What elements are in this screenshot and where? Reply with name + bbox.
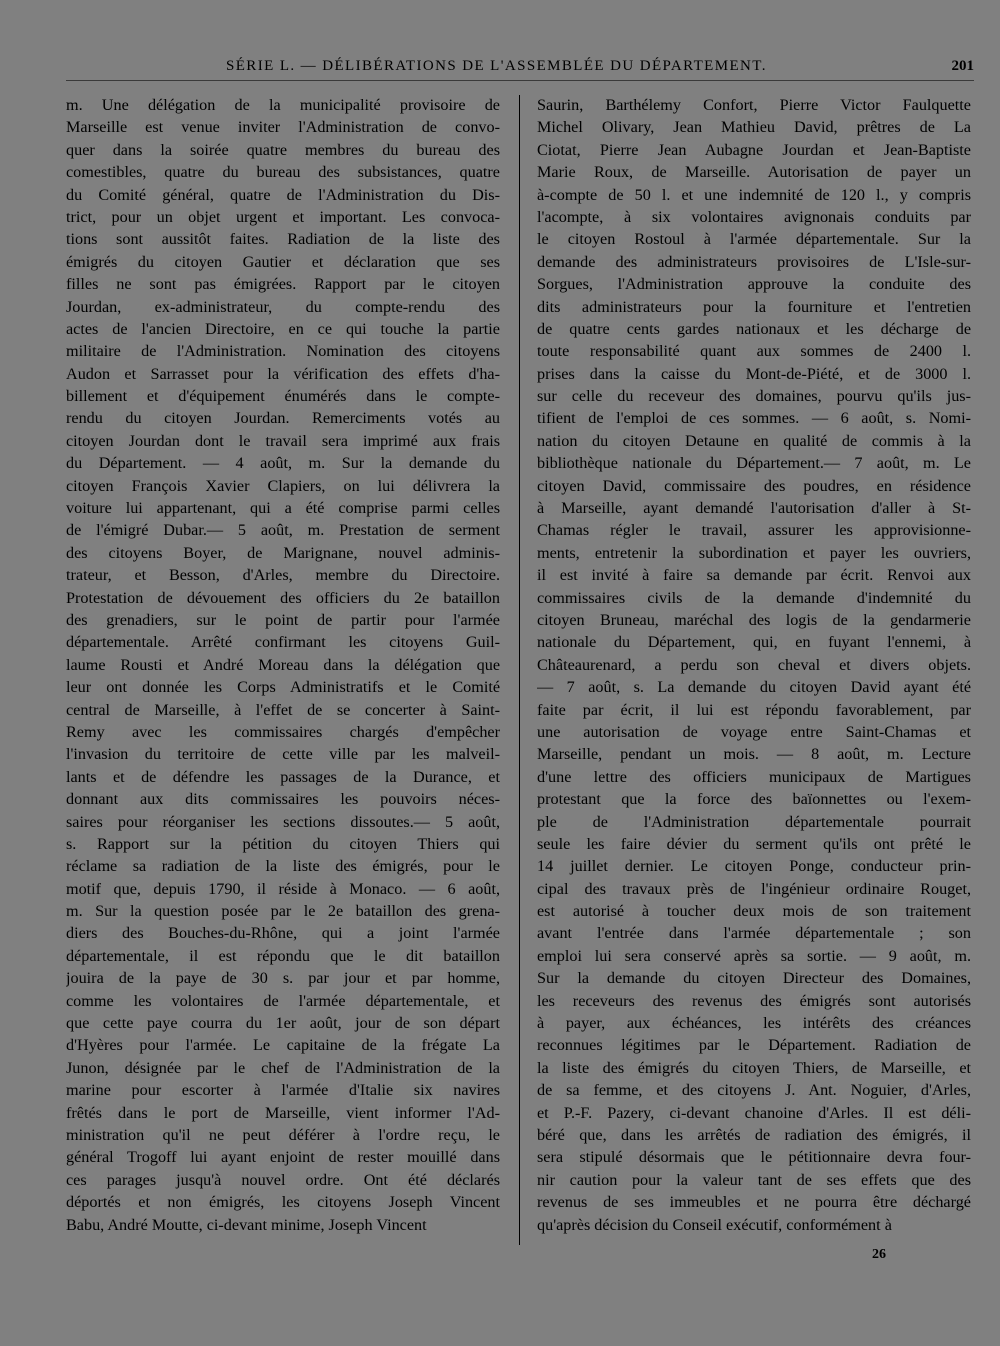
text-line: demande des administrateurs provisoires de L'Isle-sur- (537, 252, 971, 271)
text-line: trict, pour un objet urgent et important. Les convoca- (66, 207, 500, 226)
text-line: diers des Bouches-du-Rhône, qui a joint l'armée (66, 924, 500, 943)
text-line: Marie Roux, de Marseille. Autorisation de payer un (537, 163, 971, 182)
text-line: d'Hyères pour l'armée. Le capitaine de la frégate La (66, 1036, 500, 1055)
text-line: revenus de ses immeubles et ne pourra être déchargé (537, 1193, 971, 1212)
text-line: de l'émigré Dubar.— 5 août, m. Prestation de serment (66, 521, 500, 540)
text-line: cipal des travaux près de l'ingénieur ordinaire Rouget, (537, 879, 971, 898)
text-line: Sorgues, l'Administration approuve la conduite des (537, 275, 971, 294)
text-line: il est invité à faire sa demande par écrit. Renvoi aux (537, 566, 971, 585)
text-line: dits administrateurs pour la fourniture et l'entretien (537, 297, 971, 316)
text-line: ple de l'Administration départementale pourrait (537, 812, 971, 831)
text-line: Jourdan, ex-administrateur, du compte-rendu des (66, 297, 500, 316)
text-line: Michel Olivary, Jean Mathieu David, prêtres de La (537, 118, 971, 137)
text-line: nation du citoyen Detaune en qualité de commis à la (537, 431, 971, 450)
text-line: de quatre cents gardes nationaux et les décharge de (537, 319, 971, 338)
text-line: comestibles, quatre du bureau des subsistances, quatre (66, 163, 500, 182)
text-line: emploi lui sera conservé après sa sortie. — 9 août, m. (537, 946, 971, 965)
text-line: tifient de l'emploi de ces sommes. — 6 août, s. Nomi- (537, 409, 971, 428)
text-line: billement et d'équipement énumérés dans le compte- (66, 387, 500, 406)
text-line: jouira de la paye de 30 s. par jour et par homme, (66, 969, 500, 988)
text-line: m. Une délégation de la municipalité provisoire de (66, 96, 500, 114)
text-line: du Département. — 4 août, m. Sur la demande du (66, 454, 500, 473)
text-line: des citoyens Boyer, de Marignane, nouvel adminis- (66, 543, 500, 562)
right-column (537, 94, 971, 1236)
text-line: prises dans la caisse du Mont-de-Piété, et de 3000 l. (537, 364, 971, 383)
text-line: militaire de l'Administration. Nomination des citoyens (66, 342, 500, 361)
text-line: frêtés dans le port de Marseille, vient informer l'Ad- (66, 1103, 500, 1122)
text-line: quer dans la soirée quatre membres du bureau des (66, 140, 500, 159)
text-line: béré que, dans les arrêtés de radiation des émigrés, il (537, 1125, 971, 1144)
signature-mark: 26 (872, 1247, 886, 1262)
text-line: qu'après décision du Conseil exécutif, conformément à (537, 1215, 892, 1234)
text-line: Ciotat, Pierre Jean Aubagne Jourdan et Jean-Baptiste (537, 140, 971, 159)
text-line: s. Rapport sur la pétition du citoyen Thiers qui (66, 834, 500, 853)
text-line: tions sont aussitôt faites. Radiation de la liste des (66, 230, 500, 249)
text-line: à-compte de 50 l. et une indemnité de 120 l., y compris (537, 185, 971, 204)
text-line: Châteaurenard, a perdu son cheval et divers objets. (537, 655, 971, 674)
text-line: toute responsabilité quant aux sommes de 2400 l. (537, 342, 971, 361)
text-line: citoyen Jourdan dont le travail sera imprimé aux frais (66, 431, 500, 450)
text-line: déportés et non émigrés, les citoyens Joseph Vincent (66, 1193, 500, 1212)
text-line: Protestation de dévouement des officiers du 2e bataillon (66, 588, 500, 607)
text-line: le citoyen Rostoul à l'armée départementale. Sur la (537, 230, 971, 249)
text-line: laume Rousti et André Moreau dans la délégation que (66, 655, 500, 674)
text-line: citoyen François Xavier Clapiers, on lui délivrera la (66, 476, 500, 495)
text-line: ments, entretenir la subordination et payer les ouvriers, (537, 543, 971, 562)
text-line: général Trogoff lui ayant enjoint de rester mouillé dans (66, 1148, 500, 1167)
text-line: réclame sa radiation de la liste des émigrés, pour le (66, 857, 500, 876)
header-rule (66, 80, 974, 81)
text-line: à Marseille, ayant demandé l'autorisation d'aller à St- (537, 499, 971, 518)
text-line: Saurin, Barthélemy Confort, Pierre Victor Faulquette (537, 96, 971, 114)
page-number: 201 (951, 58, 974, 74)
text-line: sera stipulé désormais que le pétitionnaire devra four- (537, 1148, 971, 1167)
text-line: citoyen David, commissaire des poudres, en résidence (537, 476, 971, 495)
text-line: nationale du Département, qui, en fuyant l'ennemi, à (537, 633, 971, 652)
text-line: l'invasion du territoire de cette ville par les malveil- (66, 745, 500, 764)
text-line: citoyen Bruneau, maréchal des logis de la gendarmerie (537, 610, 971, 629)
text-line: émigrés du citoyen Gautier et déclaration que ses (66, 252, 500, 271)
text-line: trateur, et Besson, d'Arles, membre du Directoire. (66, 566, 500, 585)
text-line: donnant aux dits commissaires les pouvoirs néces- (66, 790, 500, 809)
text-line: nir caution pour la valeur tant de ses effets que des (537, 1170, 971, 1189)
text-line: protestant que la force des baïonnettes ou l'exem- (537, 790, 971, 809)
text-line: Marseille est venue inviter l'Administration de convo- (66, 118, 500, 137)
text-line: et P.-F. Pazery, ci-devant chanoine d'Arles. Il est déli- (537, 1103, 971, 1122)
text-line: m. Sur la question posée par le 2e bataillon des grena- (66, 902, 500, 921)
text-line: les receveurs des revenus des émigrés sont autorisés (537, 991, 971, 1010)
running-header (66, 58, 974, 80)
text-line: leur ont donnée les Corps Administratifs et le Comité (66, 678, 500, 697)
text-line: Audon et Sarrasset pour la vérification des effets d'ha- (66, 364, 500, 383)
text-line: ministration qu'il ne peut déférer à l'ordre reçu, le (66, 1125, 500, 1144)
text-line: à payer, aux échéances, les intérêts des créances (537, 1014, 971, 1033)
text-line: central de Marseille, à l'effet de se concerter à Saint- (66, 700, 500, 719)
text-line: rendu du citoyen Jourdan. Remerciments votés au (66, 409, 500, 428)
text-line: reconnues légitimes par le Département. Radiation de (537, 1036, 971, 1055)
text-line: Chamas régler le travail, assurer les approvisionne- (537, 521, 971, 540)
text-line: que cette paye courra du 1er août, jour de son départ (66, 1014, 500, 1033)
text-line: 14 juillet dernier. Le citoyen Ponge, conducteur prin- (537, 857, 971, 876)
text-line: Junon, désignée par le chef de l'Administration de la (66, 1058, 500, 1077)
text-line: filles ne sont pas émigrées. Rapport par le citoyen (66, 275, 500, 294)
text-line: lants et de défendre les passages de la Durance, et (66, 767, 500, 786)
text-line: comme les volontaires de l'armée départementale, et (66, 991, 500, 1010)
text-line: seule les faire dévier du serment qu'ils ont prêté le (537, 834, 971, 853)
text-line: du Comité général, quatre de l'Administration du Dis- (66, 185, 500, 204)
text-line: avant l'entrée dans l'armée départementale ; son (537, 924, 971, 943)
text-line: motif que, depuis 1790, il réside à Monaco. — 6 août, (66, 879, 500, 898)
left-column (66, 94, 500, 1236)
text-line: faite par écrit, il lui est répondu favorablement, par (537, 700, 971, 719)
text-line: Marseille, pendant un mois. — 8 août, m. Lecture (537, 745, 971, 764)
text-line: la liste des émigrés du citoyen Thiers, de Marseille, et (537, 1058, 971, 1077)
column-divider (519, 95, 520, 1245)
text-line: Sur la demande du citoyen Directeur des Domaines, (537, 969, 971, 988)
text-line: marine pour escorter à l'armée d'Italie six navires (66, 1081, 500, 1100)
text-line: actes de l'ancien Directoire, en ce qui touche la partie (66, 319, 500, 338)
text-line: — 7 août, s. La demande du citoyen David ayant été (537, 678, 971, 697)
text-line: Remy avec les commissaires chargés d'empêcher (66, 722, 500, 741)
text-line: Babu, André Moutte, ci-devant minime, Joseph Vincent (66, 1215, 427, 1234)
text-line: sur celle du receveur des domaines, pourvu qu'ils jus- (537, 387, 971, 406)
text-line: saires pour réorganiser les sections dissoutes.— 5 août, (66, 812, 500, 831)
text-line: une autorisation de voyage entre Saint-Chamas et (537, 722, 971, 741)
text-line: bibliothèque nationale du Département.— 7 août, m. Le (537, 454, 971, 473)
text-line: d'une lettre des officiers municipaux de Martigues (537, 767, 971, 786)
text-line: voiture lui appartenant, qui a été comprise parmi celles (66, 499, 500, 518)
text-line: commissaires civils de la demande d'indemnité du (537, 588, 971, 607)
header-title: SÉRIE L. — DÉLIBÉRATIONS DE L'ASSEMBLÉE DU DÉPARTEMENT. (226, 58, 767, 74)
text-line: est autorisé à toucher deux mois de son traitement (537, 902, 971, 921)
text-line: ces parages jusqu'à nouvel ordre. Ont été déclarés (66, 1170, 500, 1189)
text-line: des grenadiers, sur le point de partir pour l'armée (66, 610, 500, 629)
text-line: départementale, il est répondu que le dit bataillon (66, 946, 500, 965)
text-line: l'acompte, à six volontaires avignonais conduits par (537, 207, 971, 226)
text-line: de sa femme, et des citoyens J. Ant. Noguier, d'Arles, (537, 1081, 971, 1100)
text-line: départementale. Arrêté confirmant les citoyens Guil- (66, 633, 500, 652)
